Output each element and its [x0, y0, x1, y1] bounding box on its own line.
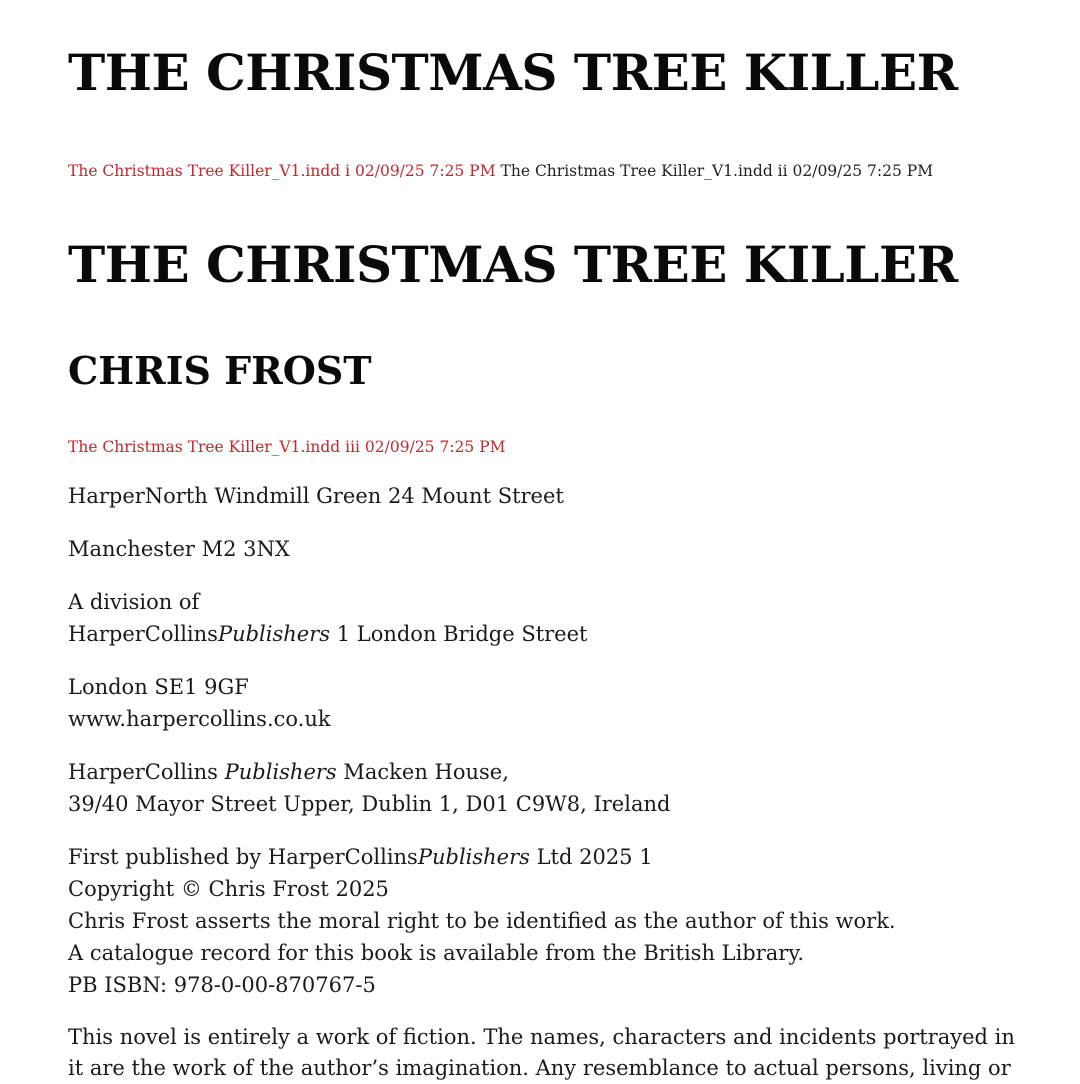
- imprint-ireland: [68, 756, 670, 820]
- imprint-address: [68, 480, 564, 512]
- division-address-line: HarperCollinsPublishers 1 London Bridge Street: [68, 622, 588, 646]
- copyright-block: [68, 841, 896, 1001]
- copyright-line: Copyright © Chris Frost 2025: [68, 877, 389, 901]
- notice-line: it are the work of the author’s imagination. Any resemblance to actual persons, living or: [68, 1056, 1011, 1080]
- isbn-line: PB ISBN: 978-0-00-870767-5: [68, 973, 376, 997]
- imprint-city: [68, 533, 290, 565]
- fiction-notice: [68, 1022, 1028, 1084]
- address-line: 39/40 Mayor Street Upper, Dublin 1, D01 C9W8, Ireland: [68, 792, 671, 816]
- address-line: London SE1 9GF: [68, 675, 249, 699]
- moral-right-line: Chris Frost asserts the moral right to be identified as the author of this work.: [68, 909, 896, 933]
- slug-line-2: [68, 440, 506, 456]
- half-title: THE CHRISTMAS TREE KILLER: [68, 43, 958, 102]
- catalogue-line: A catalogue record for this book is available from the British Library.: [68, 941, 805, 965]
- book-title: THE CHRISTMAS TREE KILLER: [68, 235, 958, 294]
- notice-line: This novel is entirely a work of fiction. The names, characters and incidents portrayed in: [68, 1025, 1015, 1049]
- address-line: Manchester M2 3NX: [68, 537, 290, 561]
- address-line: HarperNorth Windmill Green 24 Mount Street: [68, 484, 564, 508]
- author-name: CHRIS FROST: [68, 348, 372, 393]
- website-url: www.harpercollins.co.uk: [68, 707, 331, 731]
- slug-line: [68, 164, 933, 180]
- imprint-london: [68, 671, 331, 735]
- slug-line-2-text: The Christmas Tree Killer_V1.indd iii 02/09/25 7:25 PM: [68, 438, 506, 456]
- slug-line-left: The Christmas Tree Killer_V1.indd i 02/09/25 7:25 PM: [68, 162, 496, 180]
- ireland-address-line: HarperCollins Publishers Macken House,: [68, 760, 509, 784]
- first-published-line: First published by HarperCollinsPublishers Ltd 2025 1: [68, 845, 653, 869]
- imprint-division: [68, 586, 587, 650]
- slug-line-right: The Christmas Tree Killer_V1.indd ii 02/09/25 7:25 PM: [500, 162, 934, 180]
- division-line: A division of: [68, 590, 200, 614]
